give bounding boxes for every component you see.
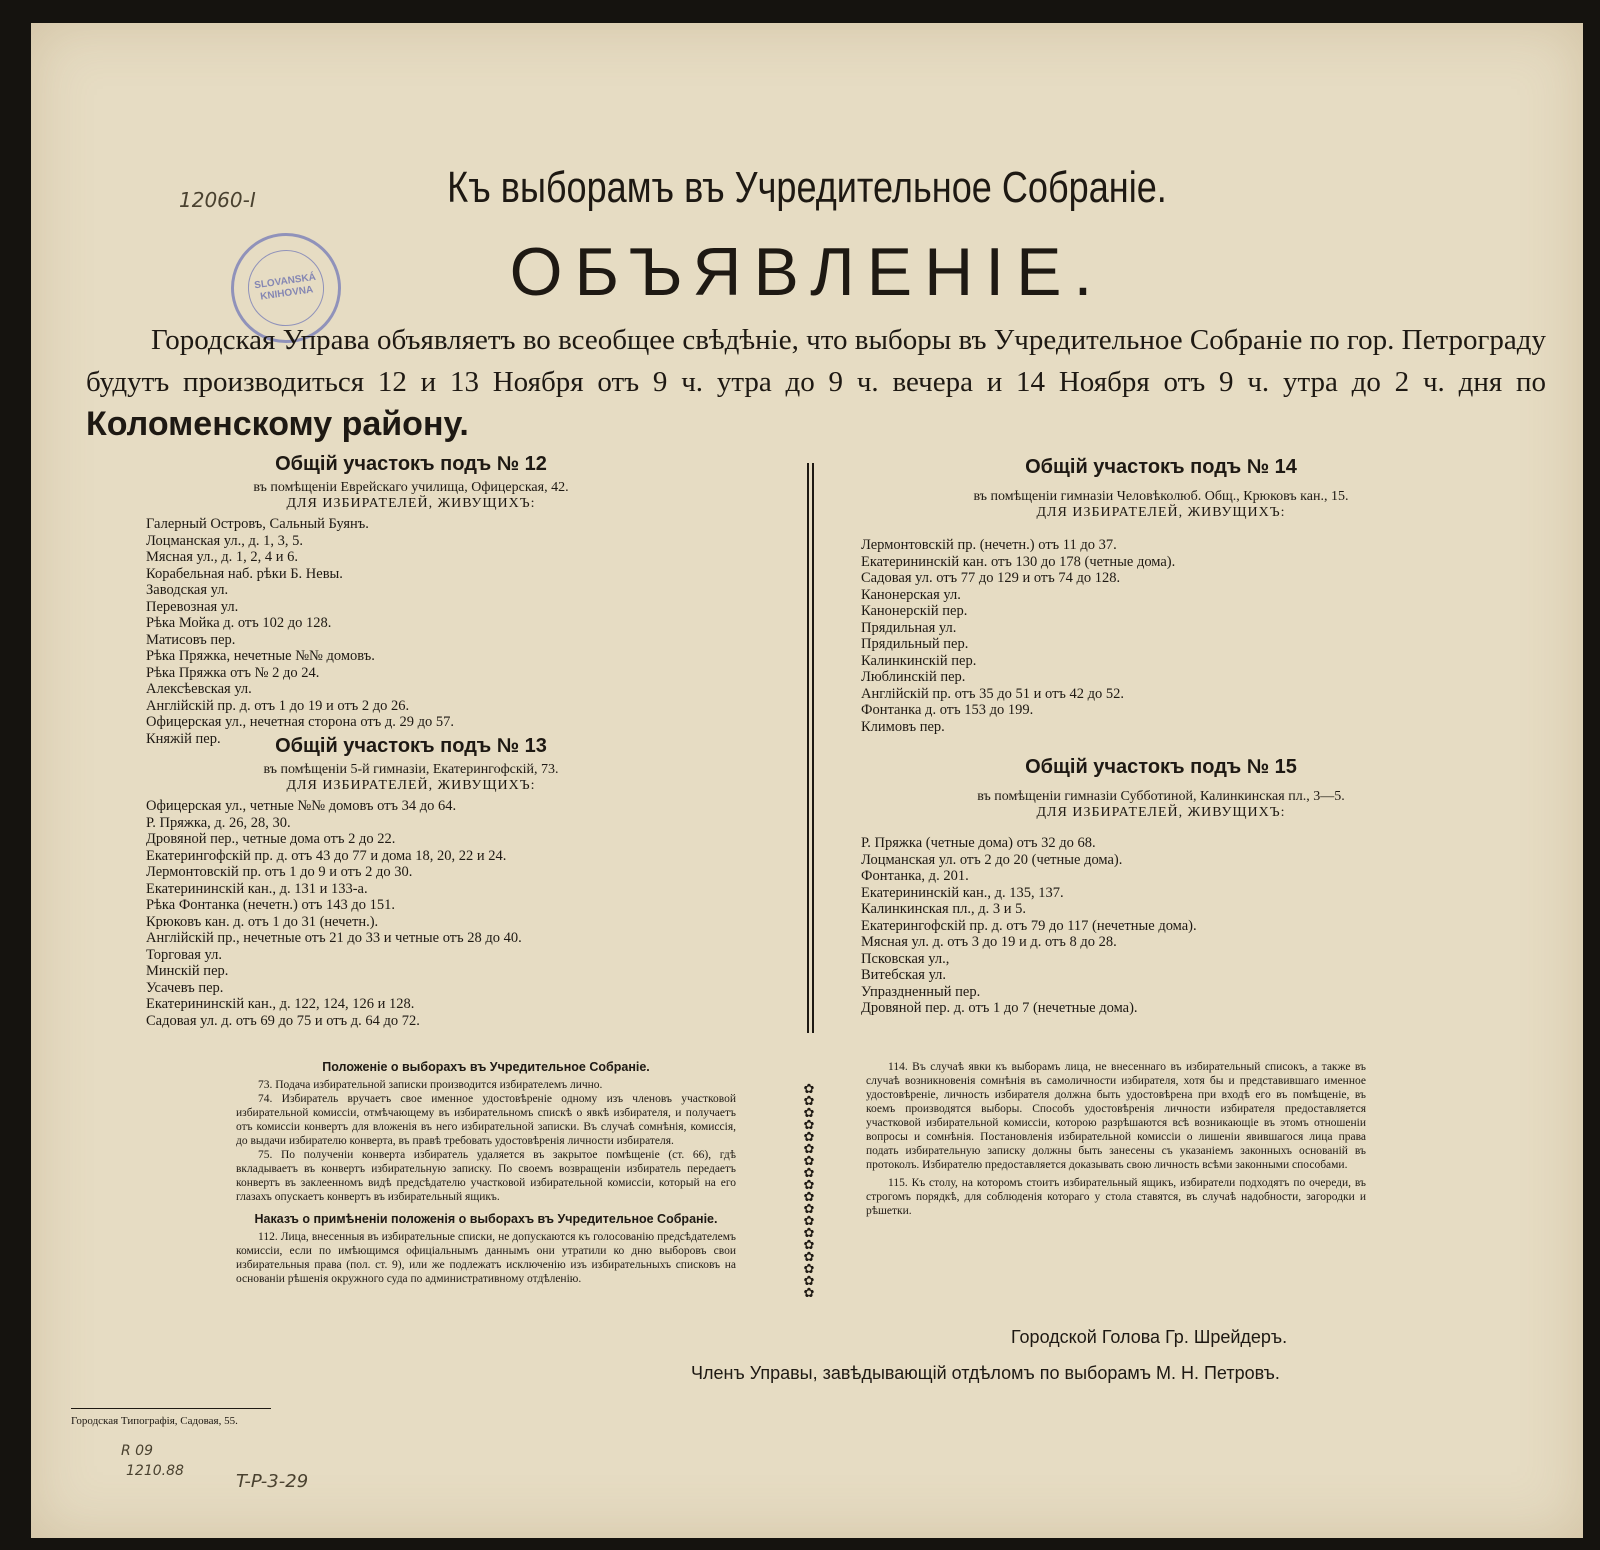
list-item: Екатерингофскій пр. д. отъ 43 до 77 и дома 18, 20, 22 и 24. bbox=[146, 847, 507, 864]
list-item: Канонерская ул. bbox=[861, 586, 961, 603]
section-14-for: ДЛЯ ИЗБИРАТЕЛЕЙ, ЖИВУЩИХЪ: bbox=[1036, 505, 1286, 520]
section-15 bbox=[861, 756, 1461, 1017]
list-item: Офицерская ул., нечетная сторона отъ д. 29 до 57. bbox=[146, 714, 454, 730]
list-item: Фонтанка д. отъ 153 до 199. bbox=[861, 702, 1034, 718]
rule-75: 75. По полученіи конверта избиратель удаляется въ закрытое помѣщеніе (ст. 66), гдѣ вкладываетъ въ конвертъ избирательную записку. По своемъ возвращеніи избиратель передаетъ конвертъ въ заклеенномъ видѣ предсѣдателю участковой избирательной комиссіи, который на его глазахъ опускаетъ конвертъ въ избирательный ящикъ. bbox=[236, 1149, 736, 1203]
section-12-for: ДЛЯ ИЗБИРАТЕЛЕЙ, ЖИВУЩИХЪ: bbox=[286, 496, 536, 511]
list-item: Рѣка Мойка д. отъ 102 до 128. bbox=[146, 615, 332, 631]
ornament-column bbox=[801, 1083, 817, 1303]
section-14-location: въ помѣщеніи гимназіи Человѣколюб. Общ., Крюковъ кан., 15. bbox=[973, 489, 1349, 504]
section-12 bbox=[111, 453, 711, 747]
ornament-icon: ✿ bbox=[803, 1261, 815, 1276]
list-item: Дровяной пер. д. отъ 1 до 7 (нечетные дома). bbox=[861, 1000, 1138, 1016]
list-item: Прядильная ул. bbox=[861, 619, 957, 636]
member-signature: Членъ Управы, завѣдывающій отдѣломъ по выборамъ М. Н. Петровъ. bbox=[691, 1363, 1280, 1383]
ornament-icon: ✿ bbox=[803, 1285, 815, 1300]
list-item: Рѣка Пряжка отъ № 2 до 24. bbox=[146, 664, 320, 681]
list-item: Люблинскій пер. bbox=[861, 669, 966, 685]
rule-115: 115. Къ столу, на которомъ стоитъ избирательный ящикъ, избиратели подходятъ по очереди, въ строгомъ порядкѣ, для соблюденія котораго у стола ставятся, въ случаѣ надобности, загородки и рѣшетки. bbox=[866, 1177, 1366, 1217]
list-item: Климовъ пер. bbox=[861, 718, 945, 735]
rule-73: 73. Подача избирательной записки производится избирателемъ лично. bbox=[258, 1079, 603, 1091]
list-item: Англійскій пр. отъ 35 до 51 и отъ 42 до 52. bbox=[861, 685, 1125, 702]
list-item: Офицерская ул., четные №№ домовъ отъ 34 до 64. bbox=[146, 798, 457, 814]
list-item: Лермонтовскій пр. отъ 1 до 9 и отъ 2 до 30. bbox=[146, 864, 413, 880]
list-item: Галерный Островъ, Сальный Буянъ. bbox=[146, 516, 369, 532]
section-13-location: въ помѣщеніи 5-й гимназіи, Екатерингофскій, 73. bbox=[263, 762, 559, 777]
rule-114: 114. Въ случаѣ явки къ выборамъ лица, не внесеннаго въ избирательный списокъ, а также въ случаѣ возникновенія сомнѣнія въ самоличности избирателя, хотя бы и представившаго именное удостовѣреніе, личность избирателя должна быть удостовѣрена при входѣ его въ помѣщеніе, въ коемъ производятся выборы. Способъ удостовѣренія личности избирателя предоставляется участковой избирательной комиссіи, которою разрѣшаются всѣ возникающіе въ этомъ отношеніи вопросы и сомнѣнія. Постановленія избирательной комиссіи о лишеніи явившагося лица права подать избирательную записку должны быть занесены съ указаніемъ законныхъ основаній въ протоколъ. Избирателю предоставляется доказывать свою личность всѣми законными способами. bbox=[866, 1061, 1366, 1171]
list-item: Англійскій пр., нечетные отъ 21 до 33 и четные отъ 28 до 40. bbox=[146, 930, 522, 946]
list-item: Крюковъ кан. д. отъ 1 до 31 (нечетн.). bbox=[146, 913, 379, 930]
list-item: Мясная ул. д. отъ 3 до 19 и д. отъ 8 до 28. bbox=[861, 934, 1117, 950]
mayor-signature: Городской Голова Гр. Шрейдеръ. bbox=[1011, 1327, 1288, 1347]
list-item: Калинкинскій пер. bbox=[861, 652, 977, 669]
section-12-list bbox=[146, 516, 711, 747]
list-item: Екатерининскій кан., д. 135, 137. bbox=[861, 884, 1064, 901]
rules-left bbox=[236, 1060, 736, 1286]
list-item: Алексѣевская ул. bbox=[146, 681, 252, 697]
ornament-icon: ✿ bbox=[803, 1129, 815, 1144]
ornament-icon: ✿ bbox=[803, 1249, 815, 1264]
list-item: Екатерининскій кан., д. 122, 124, 126 и 128. bbox=[146, 996, 415, 1012]
section-15-title: Общій участокъ подъ № 15 bbox=[1025, 756, 1297, 778]
list-item: Садовая ул. д. отъ 69 до 75 и отъ д. 64 до 72. bbox=[146, 1012, 420, 1029]
ornament-icon: ✿ bbox=[803, 1117, 815, 1132]
column-divider bbox=[807, 463, 814, 1033]
printer-imprint: Городская Типографія, Садовая, 55. bbox=[71, 1408, 271, 1427]
list-item: Прядильный пер. bbox=[861, 636, 969, 652]
section-12-title: Общій участокъ подъ № 12 bbox=[275, 453, 547, 475]
shelfmark-1: R 09 bbox=[121, 1443, 153, 1459]
shelfmark-2: 1210.88 bbox=[126, 1463, 184, 1479]
ornament-icon: ✿ bbox=[803, 1177, 815, 1192]
list-item: Р. Пряжка (четные дома) отъ 32 до 68. bbox=[861, 835, 1096, 851]
list-item: Лоцманская ул., д. 1, 3, 5. bbox=[146, 532, 303, 549]
list-item: Перевозная ул. bbox=[146, 598, 239, 615]
list-item: Лермонтовскій пр. (нечетн.) отъ 11 до 37. bbox=[861, 537, 1117, 553]
section-12-location: въ помѣщеніи Еврейскаго училища, Офицерская, 42. bbox=[253, 480, 569, 495]
list-item: Англійскій пр. д. отъ 1 до 19 и отъ 2 до 26. bbox=[146, 697, 410, 714]
list-item: Рѣка Пряжка, нечетные №№ домовъ. bbox=[146, 648, 375, 664]
list-item: Матисовъ пер. bbox=[146, 631, 236, 648]
list-item: Р. Пряжка, д. 26, 28, 30. bbox=[146, 814, 291, 831]
list-item: Канонерскій пер. bbox=[861, 603, 968, 619]
section-13-title: Общій участокъ подъ № 13 bbox=[275, 735, 547, 757]
rule-112: 112. Лица, внесенныя въ избирательные списки, не допускаются къ голосованію предсѣдателемъ комиссіи, если по имѣющимся офиціальнымъ даннымъ они утратили ко дню выборовъ свои избирательныя права (пол. ст. 9), или же подлежатъ исключенію изъ избирательныхъ списковъ на основаніи рѣшенія окружного суда по административному отдѣленію. bbox=[236, 1231, 736, 1285]
section-13-list bbox=[146, 798, 711, 1029]
library-stamp: SLOVANSKÁ KNIHOVNA bbox=[224, 226, 348, 350]
shelfmark-3: T-P-3-29 bbox=[236, 1471, 309, 1492]
ornament-icon: ✿ bbox=[803, 1213, 815, 1228]
list-item: Садовая ул. отъ 77 до 129 и отъ 74 до 128. bbox=[861, 570, 1121, 586]
list-item: Екатерининскій кан. отъ 130 до 178 (четные дома). bbox=[861, 553, 1176, 570]
list-item: Лоцманская ул. отъ 2 до 20 (четные дома). bbox=[861, 851, 1123, 868]
rule-74: 74. Избиратель вручаетъ свое именное удостовѣреніе одному изъ членовъ участковой избирательной комиссіи, отмѣчающему въ избирательномъ спискѣ о явкѣ избирателя, и получаетъ отъ комиссіи конвертъ для вложенія въ него избирательной записки. Въ случаѣ сомнѣнія, комиссія, до выдачи избирателю конверта, въ правѣ требовать удостовѣренія личности избирателя. bbox=[236, 1093, 736, 1147]
section-14 bbox=[861, 456, 1461, 735]
rules-heading-2: Наказъ о примѣненіи положенія о выборахъ въ Учредительное Собраніе. bbox=[254, 1212, 718, 1226]
ornament-icon: ✿ bbox=[803, 1225, 815, 1240]
poster-subtitle: ОБЪЯВЛЕНІЕ. bbox=[509, 234, 1105, 310]
list-item: Корабельная наб. рѣки Б. Невы. bbox=[146, 565, 343, 582]
poster-sheet bbox=[31, 23, 1583, 1538]
list-item: Заводская ул. bbox=[146, 582, 229, 598]
handwritten-number: 12060-I bbox=[179, 188, 256, 212]
list-item: Княжій пер. bbox=[146, 730, 221, 747]
list-item: Витебская ул. bbox=[861, 967, 947, 983]
rules-heading-1: Положеніе о выборахъ въ Учредительное Собраніе. bbox=[322, 1060, 650, 1074]
list-item: Фонтанка, д. 201. bbox=[861, 868, 969, 884]
list-item: Упраздненный пер. bbox=[861, 983, 981, 1000]
list-item: Рѣка Фонтанка (нечетн.) отъ 143 до 151. bbox=[146, 897, 395, 913]
list-item: Екатерингофскій пр. д. отъ 79 до 117 (нечетные дома). bbox=[861, 917, 1197, 934]
list-item: Псковская ул., bbox=[861, 950, 950, 967]
ornament-icon: ✿ bbox=[803, 1189, 815, 1204]
section-14-title: Общій участокъ подъ № 14 bbox=[1025, 456, 1297, 478]
ornament-icon: ✿ bbox=[803, 1165, 815, 1180]
ornament-icon: ✿ bbox=[803, 1201, 815, 1216]
list-item: Усачевъ пер. bbox=[146, 979, 224, 996]
ornament-icon: ✿ bbox=[803, 1237, 815, 1252]
poster-title: Къ выборамъ въ Учредительное Собраніе. bbox=[447, 163, 1167, 212]
ornament-icon: ✿ bbox=[803, 1273, 815, 1288]
ornament-icon: ✿ bbox=[803, 1141, 815, 1156]
section-15-for: ДЛЯ ИЗБИРАТЕЛЕЙ, ЖИВУЩИХЪ: bbox=[1036, 805, 1286, 820]
rules-right bbox=[866, 1060, 1366, 1218]
ornament-icon: ✿ bbox=[803, 1153, 815, 1168]
section-15-list bbox=[861, 835, 1461, 1017]
intro-text: Городская Управа объявляетъ во всеобщее свѣдѣніе, что выборы въ Учредительное Собраніе по гор. Петрограду будутъ производиться 12 и 13 Ноября отъ 9 ч. утра до 9 ч. вечера и 14 Ноября отъ 9 ч. утра до 2 ч. дня по bbox=[86, 324, 1546, 398]
ornament-icon: ✿ bbox=[803, 1093, 815, 1108]
list-item: Мясная ул., д. 1, 2, 4 и 6. bbox=[146, 549, 298, 565]
list-item: Калинкинская пл., д. 3 и 5. bbox=[861, 901, 1026, 917]
section-13 bbox=[111, 735, 711, 1029]
section-13-for: ДЛЯ ИЗБИРАТЕЛЕЙ, ЖИВУЩИХЪ: bbox=[286, 778, 536, 793]
list-item: Минскій пер. bbox=[146, 963, 229, 979]
list-item: Дровяной пер., четные дома отъ 2 до 22. bbox=[146, 831, 396, 847]
district-name: Коломенскому району. bbox=[86, 405, 469, 443]
section-14-list bbox=[861, 537, 1461, 735]
list-item: Екатерининскій кан., д. 131 и 133-а. bbox=[146, 880, 368, 897]
section-15-location: въ помѣщеніи гимназіи Субботиной, Калинкинская пл., 3—5. bbox=[977, 789, 1345, 804]
ornament-icon: ✿ bbox=[803, 1105, 815, 1120]
list-item: Торговая ул. bbox=[146, 946, 222, 963]
ornament-icon: ✿ bbox=[803, 1081, 815, 1096]
intro-paragraph bbox=[86, 319, 1546, 447]
